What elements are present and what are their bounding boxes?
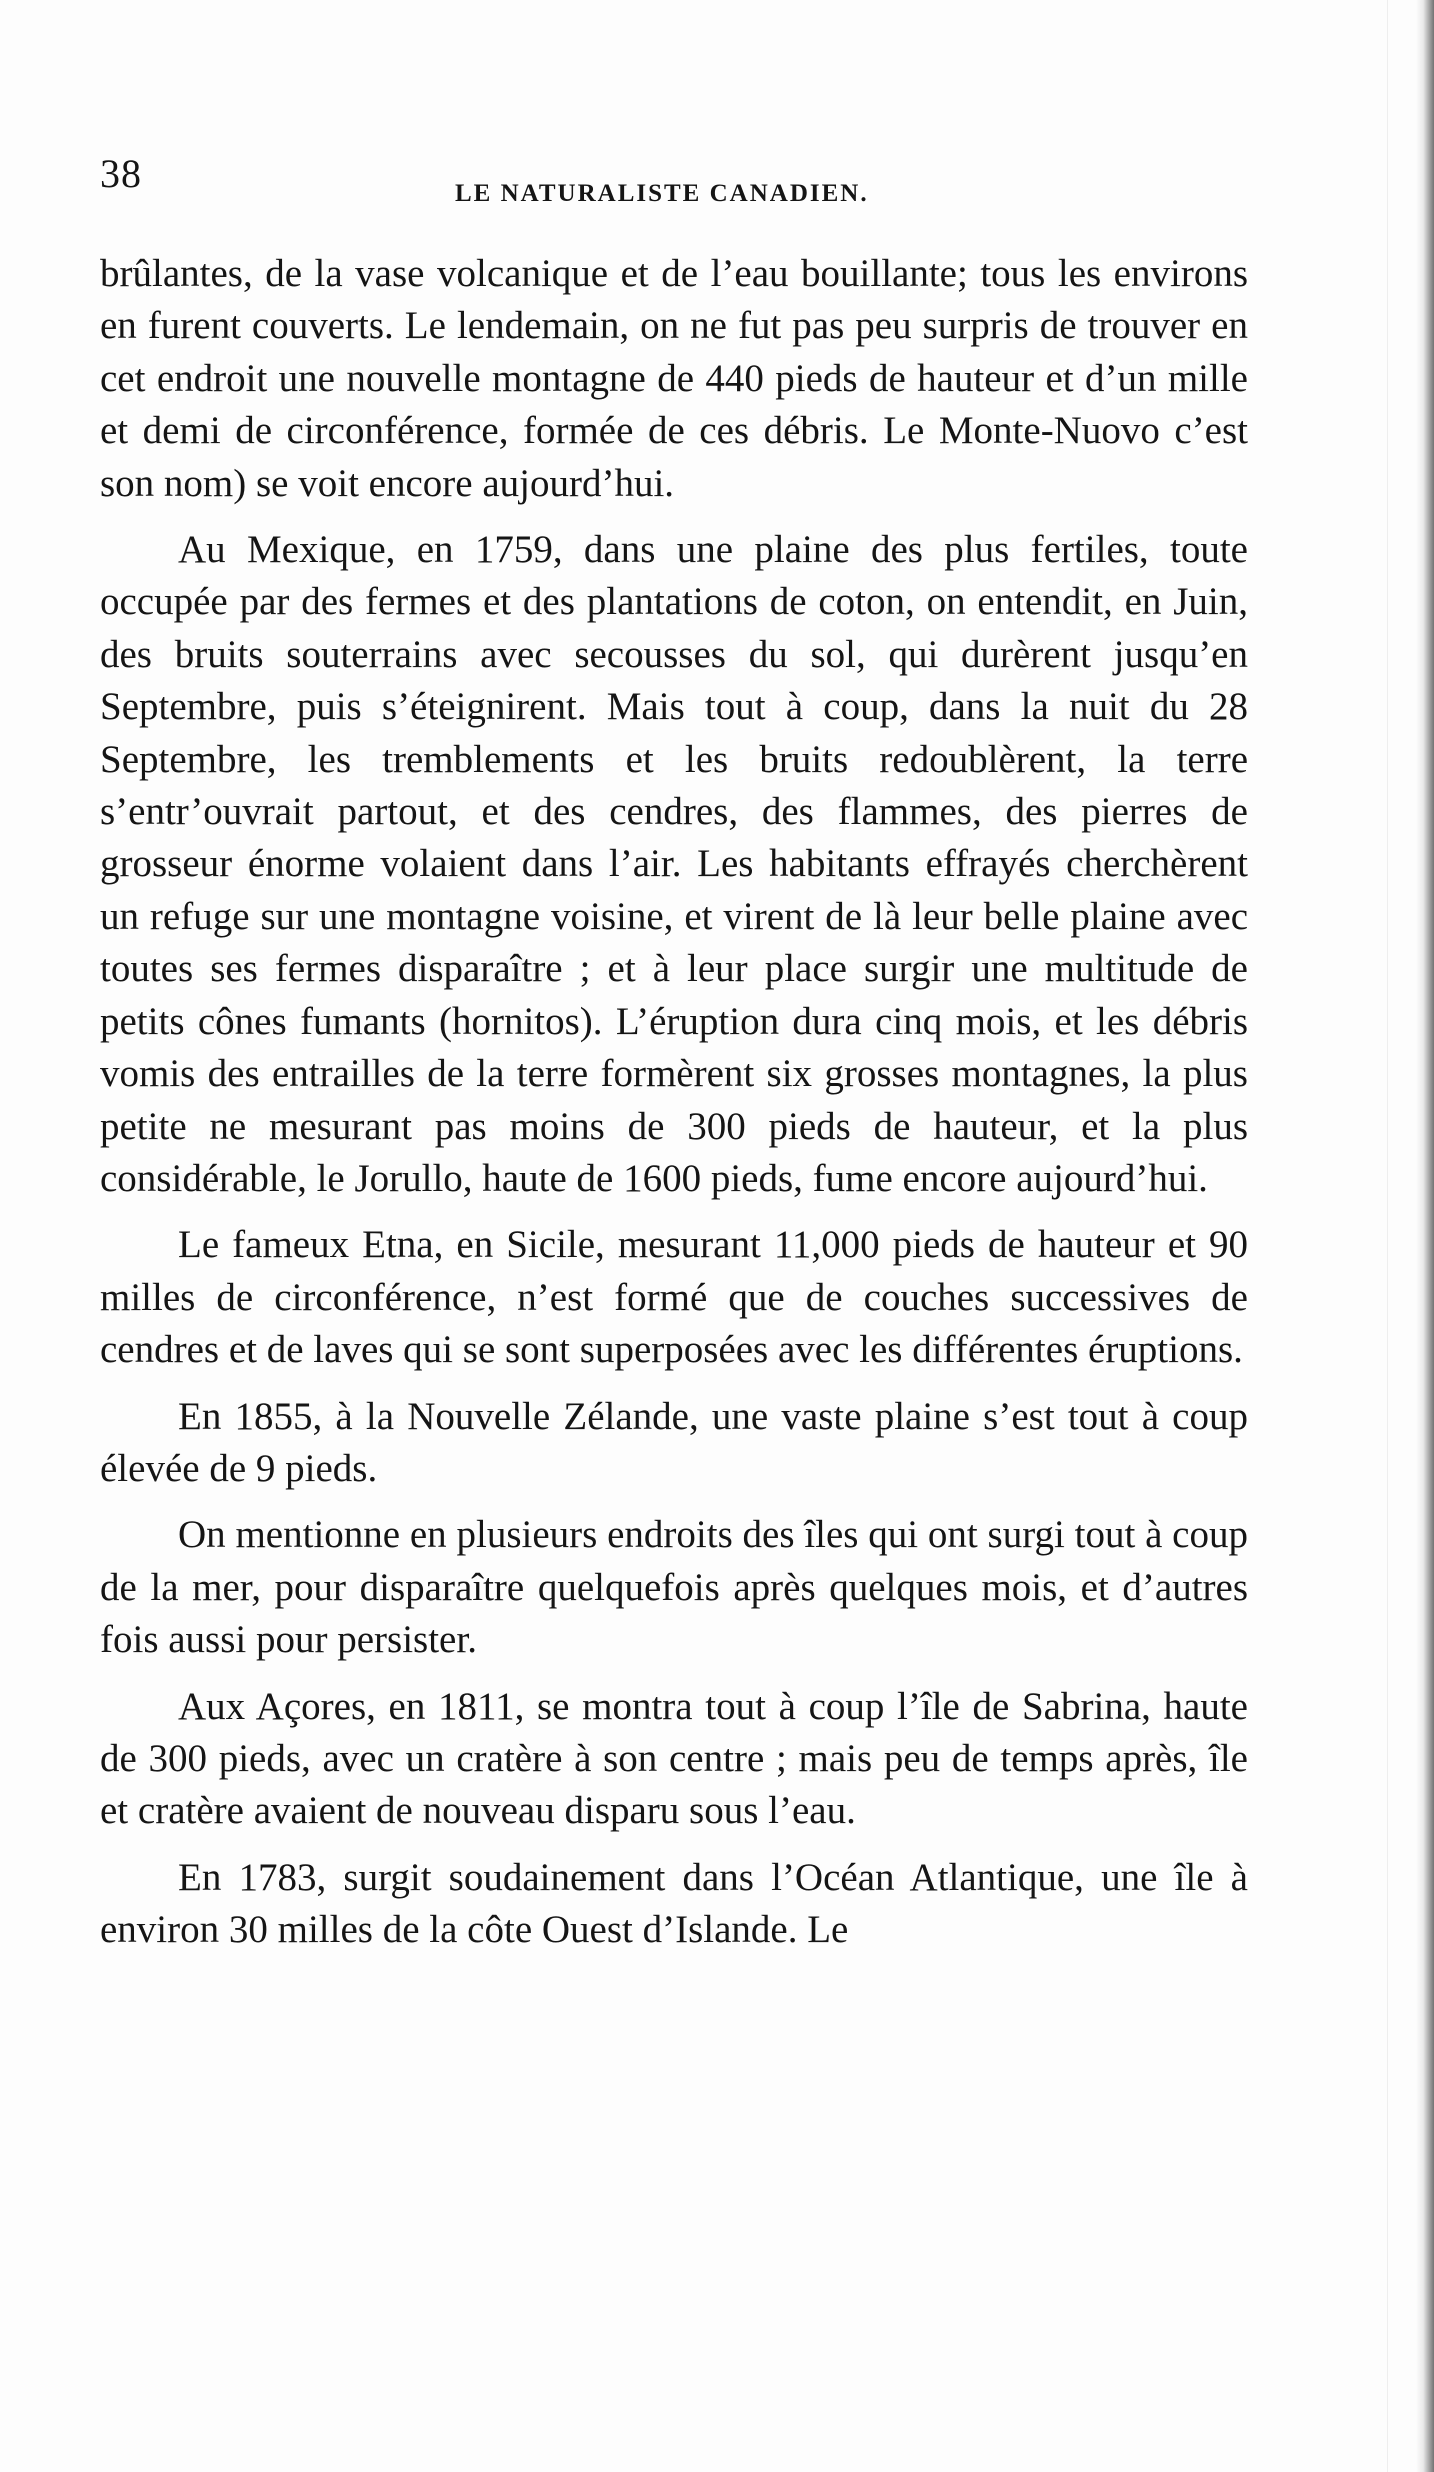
paragraph-islande: En 1783, surgit soudainement dans l’Océan Atlantique, une île à environ 30 milles de la côte Ouest d’Islande. Le — [100, 1855, 1248, 1952]
paragraph-mexique: Au Mexique, en 1759, dans une plaine des plus fertiles, toute occupée par des fermes et des plantations de coton, on entendit, en Juin, des bruits souterrains avec secousses du sol, qui durèrent jusqu’en Septembre, puis s’éteignirent. Mais tout à coup, dans la nuit du 28 Septembre, les tremblements et les bruits redoublèrent, la terre s’entr’ouvrait partout, et des cendres, des flammes, des pierres de grosseur énorme volaient dans l’air. Les habitants effrayés cherchèrent un refuge sur une montagne voisine, et virent de là leur belle plaine avec toutes ses fermes disparaître ; et à leur place surgir une multitude de petits cônes fumants (hornitos). L’éruption dura cinq mois, et les débris vomis des entrailles de la terre formèrent six grosses montagnes, la plus petite ne mesurant pas moins de 300 pieds de hauteur, et la plus considérable, le Jorullo, haute de 1600 pieds, fume encore aujourd’hui. — [100, 528, 1248, 1200]
body-text — [100, 248, 1248, 1971]
scan-edge-line — [1387, 0, 1388, 2472]
page-number: 38 — [100, 151, 142, 196]
running-title: LE NATURALISTE CANADIEN. — [455, 180, 869, 207]
paragraph-iles: On mentionne en plusieurs endroits des îles qui ont surgi tout à coup de la mer, pour disparaître quelquefois après quelques mois, et d’autres fois aussi pour persister. — [100, 1513, 1248, 1662]
paragraph-nouvelle-zelande: En 1855, à la Nouvelle Zélande, une vaste plaine s’est tout à coup élevée de 9 pieds. — [100, 1394, 1248, 1490]
paragraph-etna: Le fameux Etna, en Sicile, mesurant 11,000 pieds de hauteur et 90 milles de circonférence, n’est formé que de couches successives de cendres et de laves qui se sont superposées avec les différentes éruptions. — [100, 1223, 1248, 1372]
paragraph-acores: Aux Açores, en 1811, se montra tout à coup l’île de Sabrina, haute de 300 pieds, avec un cratère à son centre ; mais peu de temps après, île et cratère avaient de nouveau disparu sous l’eau. — [100, 1684, 1248, 1833]
paragraph-continuation: brûlantes, de la vase volcanique et de l’eau bouillante; tous les environs en furent couverts. Le lendemain, on ne fut pas peu surpris de trouver en cet endroit une nouvelle montagne de 440 pieds de hauteur et d’un mille et demi de circonférence, formée de ces débris. Le Monte-Nuovo c’est son nom) se voit encore aujourd’hui. — [100, 252, 1248, 505]
scan-edge-shadow — [1416, 0, 1434, 2472]
page-header — [100, 150, 1250, 210]
